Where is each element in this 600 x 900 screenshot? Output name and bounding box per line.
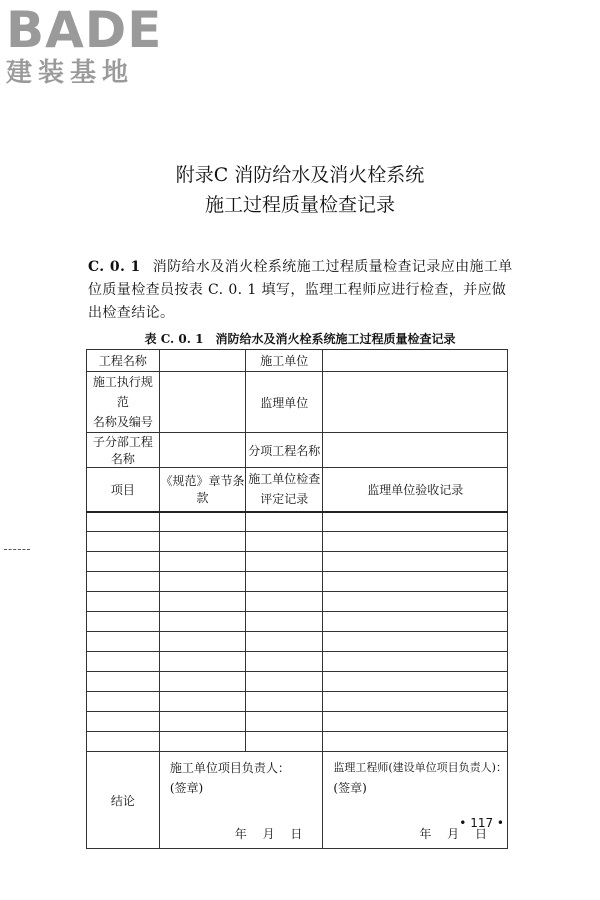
cell [159, 712, 245, 732]
cell [246, 592, 323, 612]
contractor-date-label: 年 月 日 [234, 827, 309, 841]
cell [323, 692, 508, 712]
clause-text: 消防给水及消火栓系统施工过程质量检查记录应由施工单位质量检查员按表 C. 0. 1 填写，监理工程师应进行检查，并应做出检查结论。 [88, 259, 513, 321]
contractor-value [323, 350, 508, 372]
cell [159, 592, 245, 612]
supervisor-value [323, 372, 508, 433]
cell [159, 612, 245, 632]
cell [246, 692, 323, 712]
table-row [87, 712, 508, 732]
col-clause-header: 《规范》章节条款 [159, 468, 245, 512]
cell [246, 732, 323, 752]
page-number: • 117 • [459, 816, 504, 830]
cell [87, 532, 160, 552]
col-check-header [246, 468, 323, 512]
cell [87, 552, 160, 572]
table-row [87, 532, 508, 552]
logo-subtext: 建装基地 [6, 58, 135, 88]
supervisor-label: 监理单位 [246, 372, 323, 433]
contractor-signature-cell [159, 752, 323, 849]
project-name-label: 工程名称 [87, 350, 160, 372]
table-row [87, 632, 508, 652]
table-row [87, 433, 508, 468]
cell [246, 532, 323, 552]
supervisor-date-label: 年 月 日 [419, 827, 493, 841]
inspection-record-table [86, 349, 508, 849]
contractor-seal-label: (签章) [169, 781, 204, 795]
cell [323, 552, 508, 572]
cell [159, 572, 245, 592]
table-caption-title: 消防给水及消火栓系统施工过程质量检查记录 [215, 332, 456, 346]
cell [246, 572, 323, 592]
contractor-label: 施工单位 [246, 350, 323, 372]
subitem-value [323, 433, 508, 468]
contractor-sign-label: 施工单位项目负责人： [169, 761, 290, 775]
table-row [87, 552, 508, 572]
cell [159, 632, 245, 652]
cell [87, 592, 160, 612]
table-row [87, 732, 508, 752]
table-row [87, 652, 508, 672]
cell [87, 512, 160, 532]
cell [87, 692, 160, 712]
col-accept-header: 监理单位验收记录 [323, 468, 508, 512]
cell [246, 632, 323, 652]
cell [246, 672, 323, 692]
table-row [87, 592, 508, 612]
supervisor-sign-label: 监理工程师(建设单位项目负责人)： [333, 761, 507, 774]
cell [87, 712, 160, 732]
cell [246, 712, 323, 732]
cell [246, 612, 323, 632]
cell [323, 572, 508, 592]
subdivision-value [159, 433, 245, 468]
col-check-header-line2: 评定记录 [260, 492, 309, 507]
appendix-title: 附录C 消防给水及消火栓系统 [175, 164, 425, 186]
table-row [87, 692, 508, 712]
spec-label-line1: 施工执行规范 [92, 375, 153, 409]
clause-paragraph [88, 256, 516, 325]
conclusion-label: 结论 [87, 752, 160, 849]
cell [323, 732, 508, 752]
spec-label [87, 372, 160, 433]
margin-mark [4, 549, 30, 550]
spec-label-line2: 名称及编号 [92, 415, 153, 429]
cell [87, 572, 160, 592]
table-header-row [87, 468, 508, 512]
logo-text: BADE [6, 1, 163, 59]
cell [87, 672, 160, 692]
table-caption [0, 330, 600, 347]
subdivision-label: 子分部工程名称 [87, 433, 160, 468]
cell [323, 512, 508, 532]
cell [246, 512, 323, 532]
table-row [87, 612, 508, 632]
cell [323, 672, 508, 692]
cell [87, 652, 160, 672]
supervisor-seal-label: (签章) [333, 781, 367, 795]
table-row [87, 350, 508, 372]
cell [159, 512, 245, 532]
cell [323, 712, 508, 732]
subitem-label: 分项工程名称 [246, 433, 323, 468]
logo [6, 1, 186, 88]
table-row [87, 372, 508, 433]
appendix-subtitle: 施工过程质量检查记录 [204, 194, 395, 216]
table-caption-id: 表 C. 0. 1 [144, 332, 204, 346]
cell [159, 552, 245, 572]
col-item-header: 项目 [87, 468, 160, 512]
cell [159, 532, 245, 552]
table-row [87, 672, 508, 692]
cell [159, 652, 245, 672]
cell [323, 632, 508, 652]
cell [323, 612, 508, 632]
project-name-value [159, 350, 245, 372]
supervisor-signature-cell [323, 752, 508, 849]
cell [159, 732, 245, 752]
table-row [87, 512, 508, 532]
cell [323, 652, 508, 672]
spec-value [159, 372, 245, 433]
cell [87, 632, 160, 652]
col-check-header-line1: 施工单位检查 [248, 472, 321, 487]
conclusion-row [87, 752, 508, 849]
clause-id: C. 0. 1 [88, 259, 141, 275]
cell [159, 672, 245, 692]
table-row [87, 572, 508, 592]
cell [159, 692, 245, 712]
cell [246, 552, 323, 572]
cell [87, 732, 160, 752]
cell [87, 612, 160, 632]
cell [323, 592, 508, 612]
cell [323, 532, 508, 552]
cell [246, 652, 323, 672]
